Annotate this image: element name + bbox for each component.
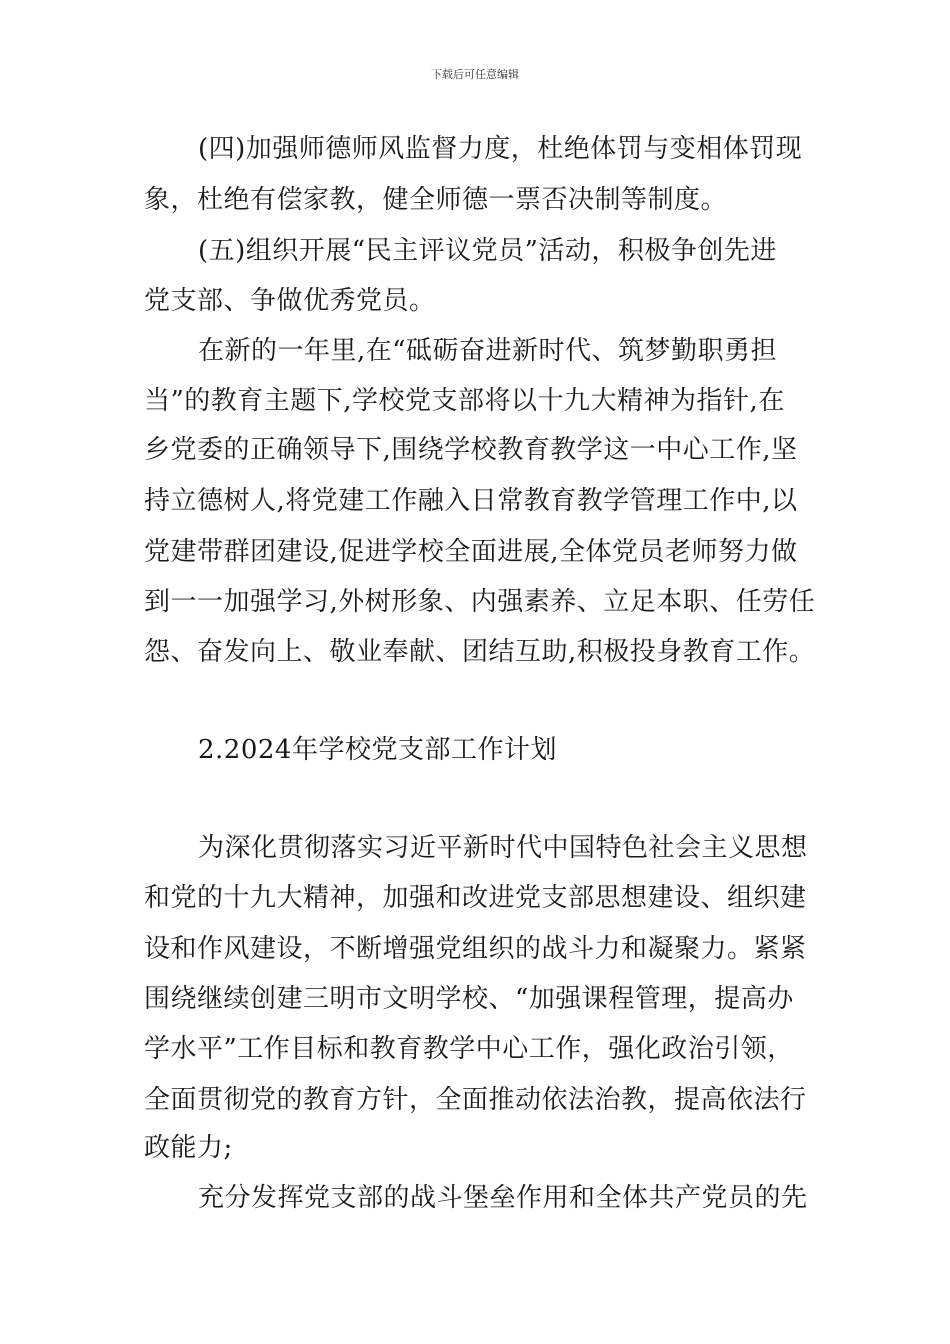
- section-heading: 2.2024年学校党支部工作计划: [198, 735, 557, 765]
- paragraph-line: 设和作风建设，不断增强党组织的战斗力和凝聚力。紧紧: [144, 934, 807, 964]
- paragraph-line: 在新的一年里,在“砥砺奋进新时代、筑梦勤职勇担: [198, 336, 778, 366]
- paragraph-line: 持立德树人,将党建工作融入日常教育教学管理工作中,以: [144, 486, 798, 516]
- paragraph-line: (四)加强师德师风监督力度，杜绝体罚与变相体罚现: [198, 134, 803, 164]
- paragraph-line: 当”的教育主题下,学校党支部将以十九大精神为指针,在: [144, 386, 785, 416]
- paragraph-line: 乡党委的正确领导下,围绕学校教育教学这一中心工作,坚: [144, 435, 798, 465]
- paragraph-line: 政能力;: [144, 1133, 233, 1163]
- paragraph-line: 党建带群团建设,促进学校全面进展,全体党员老师努力做: [144, 537, 798, 567]
- paragraph-line: 党支部、争做优秀党员。: [144, 286, 436, 316]
- paragraph-line: 怨、奋发向上、敬业奉献、团结互助,积极投身教育工作。: [144, 637, 816, 667]
- paragraph-line: 和党的十九大精神，加强和改进党支部思想建设、组织建: [144, 883, 807, 913]
- paragraph-line: 充分发挥党支部的战斗堡垒作用和全体共产党员的先: [198, 1183, 808, 1213]
- paragraph-line: 全面贯彻党的教育方针，全面推动依法治教，提高依法行: [144, 1085, 807, 1115]
- page-header: 下载后可任意编辑: [431, 68, 519, 81]
- paragraph-line: 围绕继续创建三明市文明学校、“加强课程管理，提高办: [144, 984, 794, 1014]
- paragraph-line: 为深化贯彻落实习近平新时代中国特色社会主义思想: [198, 833, 808, 863]
- paragraph-line: 学水平”工作目标和教育教学中心工作，强化政治引领，: [144, 1034, 794, 1064]
- paragraph-line: (五)组织开展“民主评议党员”活动，积极争创先进: [198, 236, 777, 266]
- paragraph-line: 象，杜绝有偿家教，健全师德一票否决制等制度。: [144, 185, 728, 215]
- paragraph-line: 到一一加强学习,外树形象、内强素养、立足本职、任劳任: [144, 587, 816, 617]
